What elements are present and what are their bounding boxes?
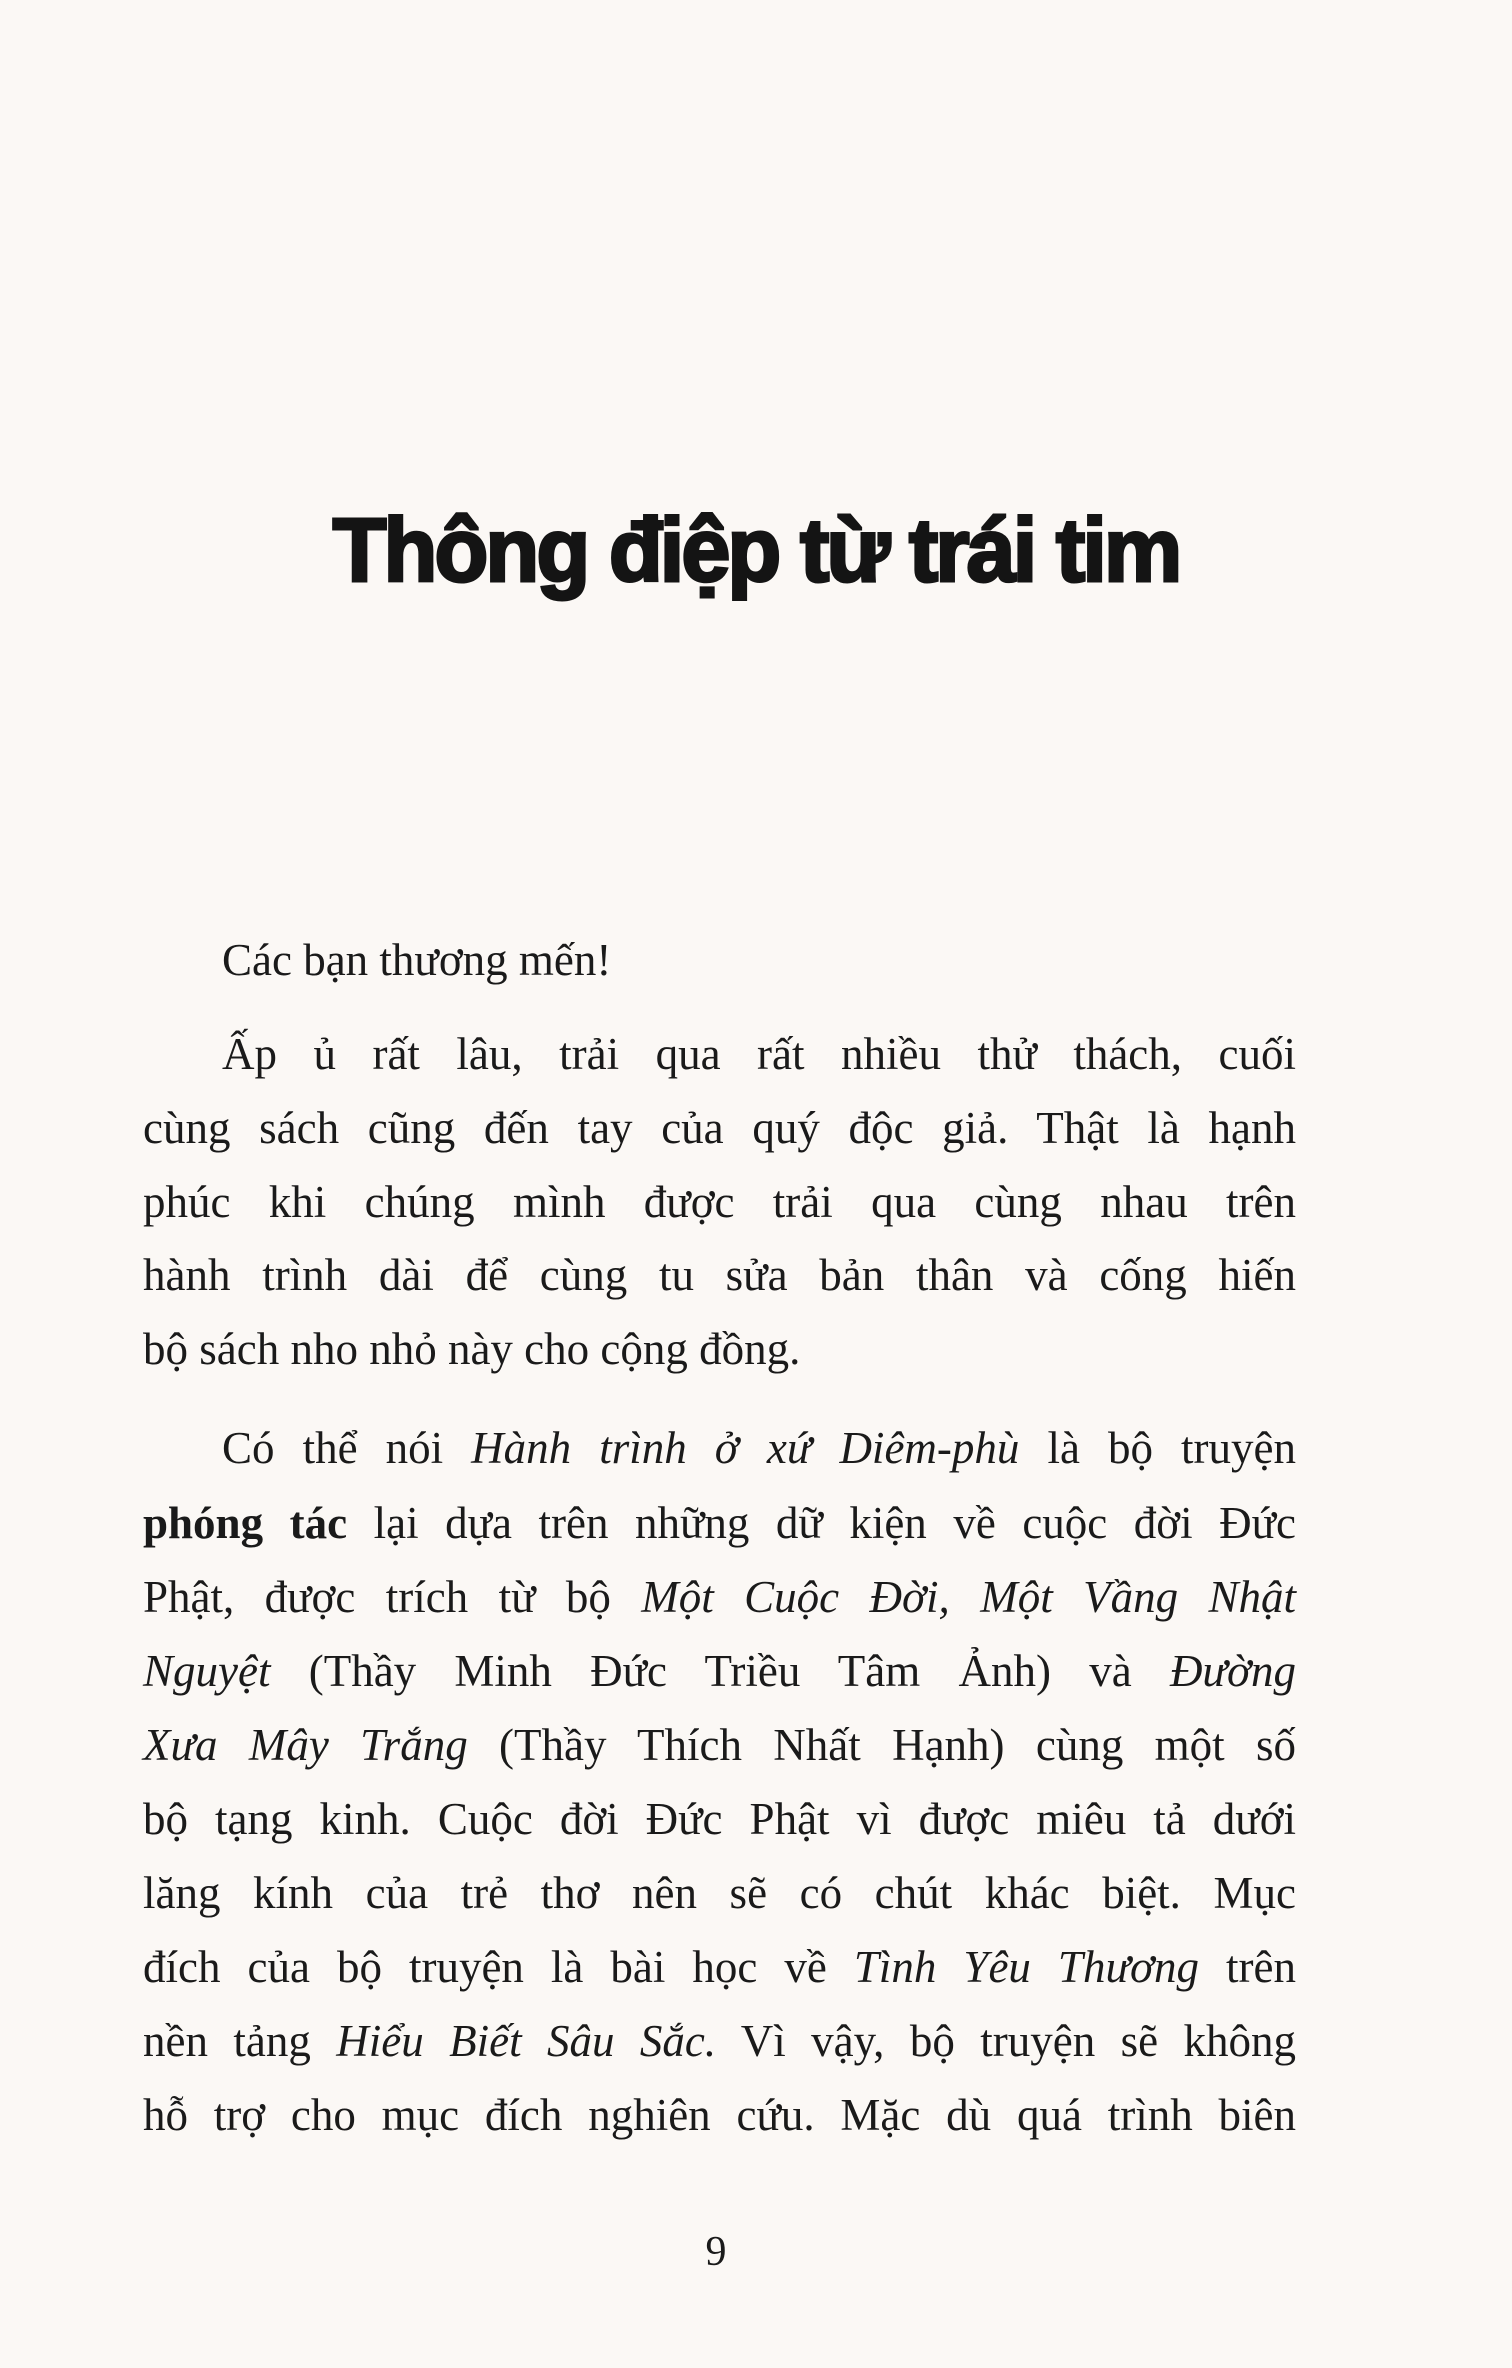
text-segment: trên <box>1199 1942 1296 1992</box>
italic-text: Một Cuộc Đời, Một Vầng Nhật <box>641 1572 1296 1622</box>
text-segment: hành trình dài để cùng tu sửa bản thân và cống hiến <box>143 1250 1296 1300</box>
text-line <box>143 1930 1296 2004</box>
text-line <box>222 1017 1296 1091</box>
text-line <box>143 1312 1296 1386</box>
text-line <box>143 1856 1296 1930</box>
text-segment: nền tảng <box>143 2016 337 2066</box>
text-line <box>143 2078 1296 2152</box>
text-line <box>143 2004 1296 2078</box>
text-segment: Ấp ủ rất lâu, trải qua rất nhiều thử thách, cuối <box>222 1029 1296 1079</box>
text-line <box>143 1634 1296 1708</box>
text-line <box>222 923 1296 997</box>
text-line <box>222 1411 1296 1485</box>
italic-text: Tình Yêu Thương <box>853 1942 1200 1992</box>
text-segment: Các bạn thương mến! <box>222 935 612 985</box>
text-segment: cùng sách cũng đến tay của quý độc giả. Thật là hạnh <box>143 1103 1296 1153</box>
text-segment: Phật, được trích từ bộ <box>143 1572 642 1622</box>
text-segment: phúc khi chúng mình được trải qua cùng nhau trên <box>143 1177 1296 1227</box>
chapter-title: Thông điệp từ trái tim <box>332 501 1180 601</box>
text-line <box>143 1782 1296 1856</box>
italic-text: Hành trình ở xứ Diêm-phù <box>471 1423 1020 1473</box>
text-segment: đích của bộ truyện là bài học về <box>143 1942 854 1992</box>
text-line <box>143 1560 1296 1634</box>
page-number: 9 <box>705 2229 727 2275</box>
text-segment: hỗ trợ cho mục đích nghiên cứu. Mặc dù quá trình biên <box>143 2090 1296 2140</box>
bold-text: phóng tác <box>143 1498 348 1548</box>
text-line <box>143 1091 1296 1165</box>
text-segment: là bộ truyện <box>1019 1423 1297 1473</box>
text-segment: Có thể nói <box>222 1423 472 1473</box>
italic-text: Đường <box>1169 1646 1296 1696</box>
text-line <box>143 1708 1296 1782</box>
text-segment: lại dựa trên những dữ kiện về cuộc đời Đức <box>347 1498 1296 1548</box>
text-line <box>143 1238 1296 1312</box>
italic-text: Hiểu Biết Sâu Sắc. <box>336 2016 717 2066</box>
text-segment: bộ tạng kinh. Cuộc đời Đức Phật vì được miêu tả dưới <box>143 1794 1296 1844</box>
italic-text: Nguyệt <box>143 1646 271 1696</box>
text-segment: (Thầy Minh Đức Triều Tâm Ảnh) và <box>270 1646 1170 1696</box>
text-segment: Vì vậy, bộ truyện sẽ không <box>716 2016 1296 2066</box>
text-segment: bộ sách nho nhỏ này cho cộng đồng. <box>143 1324 801 1374</box>
text-line <box>143 1165 1296 1239</box>
italic-text: Xưa Mây Trắng <box>143 1720 468 1770</box>
text-line <box>143 1486 1296 1560</box>
text-segment: (Thầy Thích Nhất Hạnh) cùng một số <box>467 1720 1296 1770</box>
text-segment: lăng kính của trẻ thơ nên sẽ có chút khác biệt. Mục <box>143 1868 1296 1918</box>
